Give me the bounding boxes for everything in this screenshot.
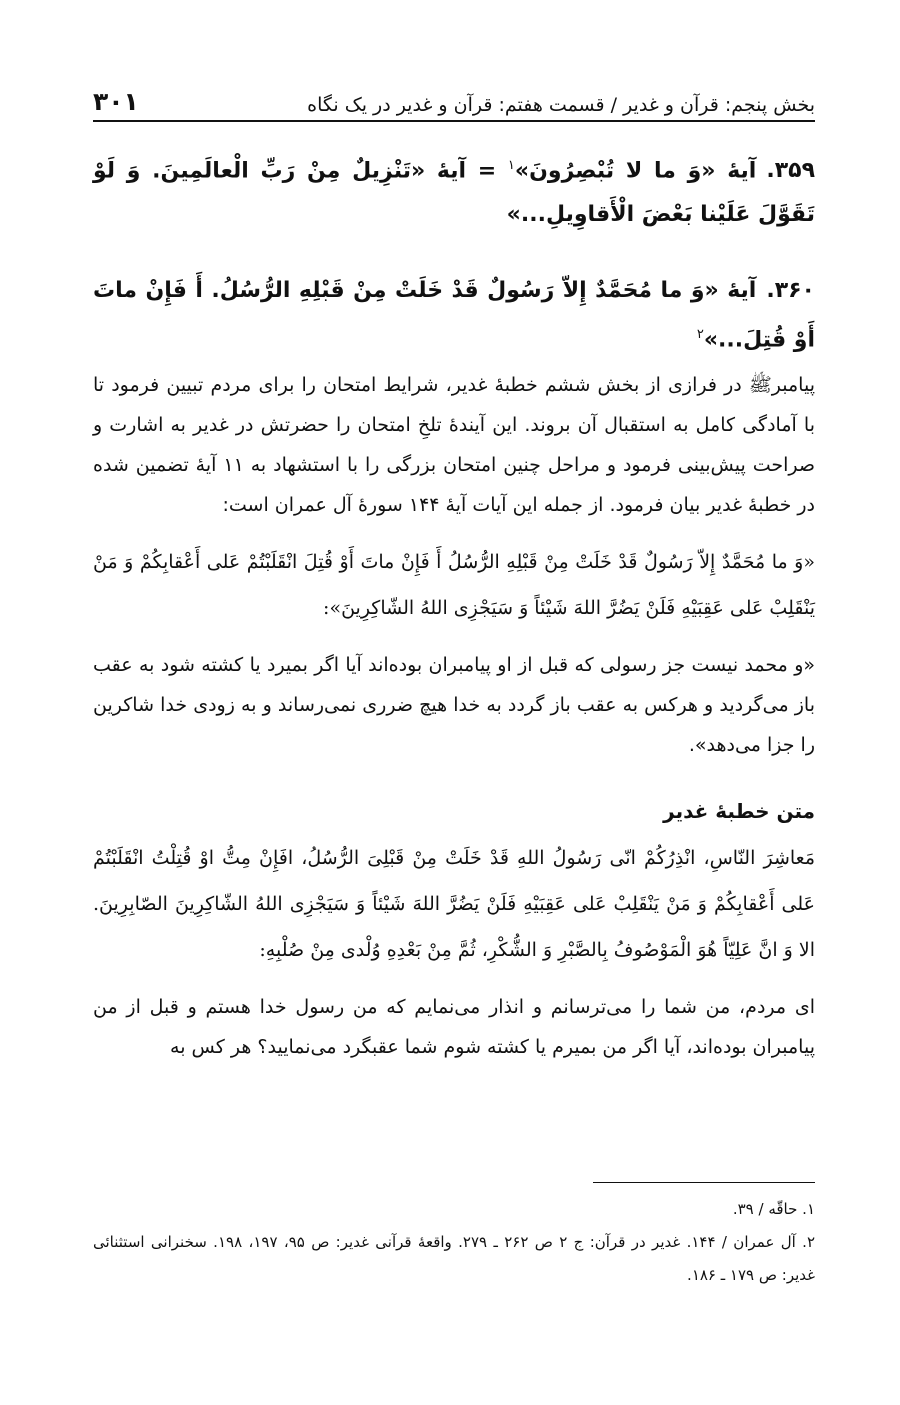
section-title: متن خطبهٔ غدیر — [663, 798, 815, 823]
footnote-divider — [593, 1182, 815, 1183]
running-header-title: بخش پنجم: قرآن و غدیر / قسمت هفتم: قرآن و غدیر در یک نگاه — [307, 94, 815, 116]
page-body — [93, 70, 815, 1067]
footnotes — [93, 1182, 815, 1292]
sermon-translation: ای مردم، من شما را می‌ترسانم و انذار می‌نمایم که من رسول خدا هستم و قبل از من پیامبران بوده‌اند، آیا اگر من بمیرم یا کشته شوم شما عقبگرد می‌نمایید؟ هر کس به — [93, 995, 815, 1058]
footnote-ref-1[interactable]: ۱ — [507, 158, 515, 173]
body-paragraph: پیامبرﷺ در فرازی از بخش ششم خطبهٔ غدیر، شرایط امتحان را برای مردم تبیین فرمود تا با آمادگی کامل به استقبال آن بروند. این آیندهٔ تلخِ امتحان را حضرتش در غدیر به اشارت و صراحت پیش‌بینی فرمود و مراحل چنین امتحان بزرگی را با استشهاد به ۱۱ آیهٔ تضمین شده در خطبهٔ غدیر بیان فرمود. از جمله این آیات آیهٔ ۱۴۴ سورهٔ آل عمران است: — [93, 373, 815, 516]
verse-translation: «و محمد نیست جز رسولی که قبل از او پیامبران بوده‌اند آیا اگر بمیرد یا کشته شود به عقب باز می‌گردید و هرکس به عقب باز گردد به خدا هیچ ضرری نمی‌رساند و به زودی خدا شاکرین را جزا می‌دهد». — [93, 653, 815, 756]
page-number: ۳۰۱ — [93, 87, 139, 116]
item-359-number: ۳۵۹. — [766, 158, 816, 184]
item-360-text: آیهٔ «وَ ما مُحَمَّدٌ إِلاّ رَسُولٌ قَدْ خَلَتْ مِنْ قَبْلِهِ الرُّسُلُ. أَ فَإِنْ ماتَ أَوْ قُتِلَ...» — [93, 278, 815, 353]
running-header — [93, 70, 815, 122]
item-360-number: ۳۶۰. — [766, 278, 815, 304]
sermon-text: مَعاشِرَ النّاسِ، انْذِرُکُمْ انّی رَسُولُ اللهِ قَدْ خَلَتْ مِنْ قَبْلِیَ الرُّسُلُ، افَإِنْ مِتُّ اوْ قُتِلْتُ انْقَلَبْتُمْ عَلی أَعْقابِکُمْ وَ مَنْ یَنْقَلِبْ عَلی عَقِبَیْهِ فَلَنْ یَضُرَّ اللهَ شَیْئاً وَ سَیَجْزِی اللهُ الشّاکِرِینَ الصّابِرِینَ. الا وَ انَّ عَلِیّاً هُوَ الْمَوْصُوفُ بِالصَّبْرِ وَ الشُّکْرِ، ثُمَّ مِنْ بَعْدِهِ وُلْدی مِنْ صُلْبِهِ: — [93, 846, 815, 961]
item-359-heading — [93, 144, 815, 237]
item-359-text-continued: = آیهٔ «تَنْزِیلٌ مِنْ رَبِّ الْعالَمِینَ. وَ لَوْ تَقَوَّلَ عَلَیْنا بَعْضَ الْأَقاوِیلِ...» — [93, 158, 815, 228]
footnote-1: ۱. حاقّه / ۳۹. — [732, 1200, 815, 1218]
footnote-ref-2[interactable]: ۲ — [696, 327, 704, 343]
item-360-heading — [93, 269, 815, 362]
footnote-2: ۲. آل عمران / ۱۴۴. غدیر در قرآن: ج ۲ ص ۲۶۲ ـ ۲۷۹. واقعهٔ قرآنی غدیر: ص ۹۵، ۱۹۷، ۱۹۸. سخنرانی استثنائی غدیر: ص ۱۷۹ ـ ۱۸۶. — [93, 1233, 816, 1284]
quran-verse: «وَ ما مُحَمَّدٌ إِلاّ رَسُولٌ قَدْ خَلَتْ مِنْ قَبْلِهِ الرُّسُلُ أَ فَإِنْ ماتَ أَوْ قُتِلَ انْقَلَبْتُمْ عَلی أَعْقابِکُمْ وَ مَنْ یَنْقَلِبْ عَلی عَقِبَیْهِ فَلَنْ یَضُرَّ اللهَ شَیْئاً وَ سَیَجْزِی اللهُ الشّاکِرِینَ»: — [93, 550, 815, 619]
item-359-text: آیهٔ «وَ ما لا تُبْصِرُونَ» — [514, 158, 757, 184]
